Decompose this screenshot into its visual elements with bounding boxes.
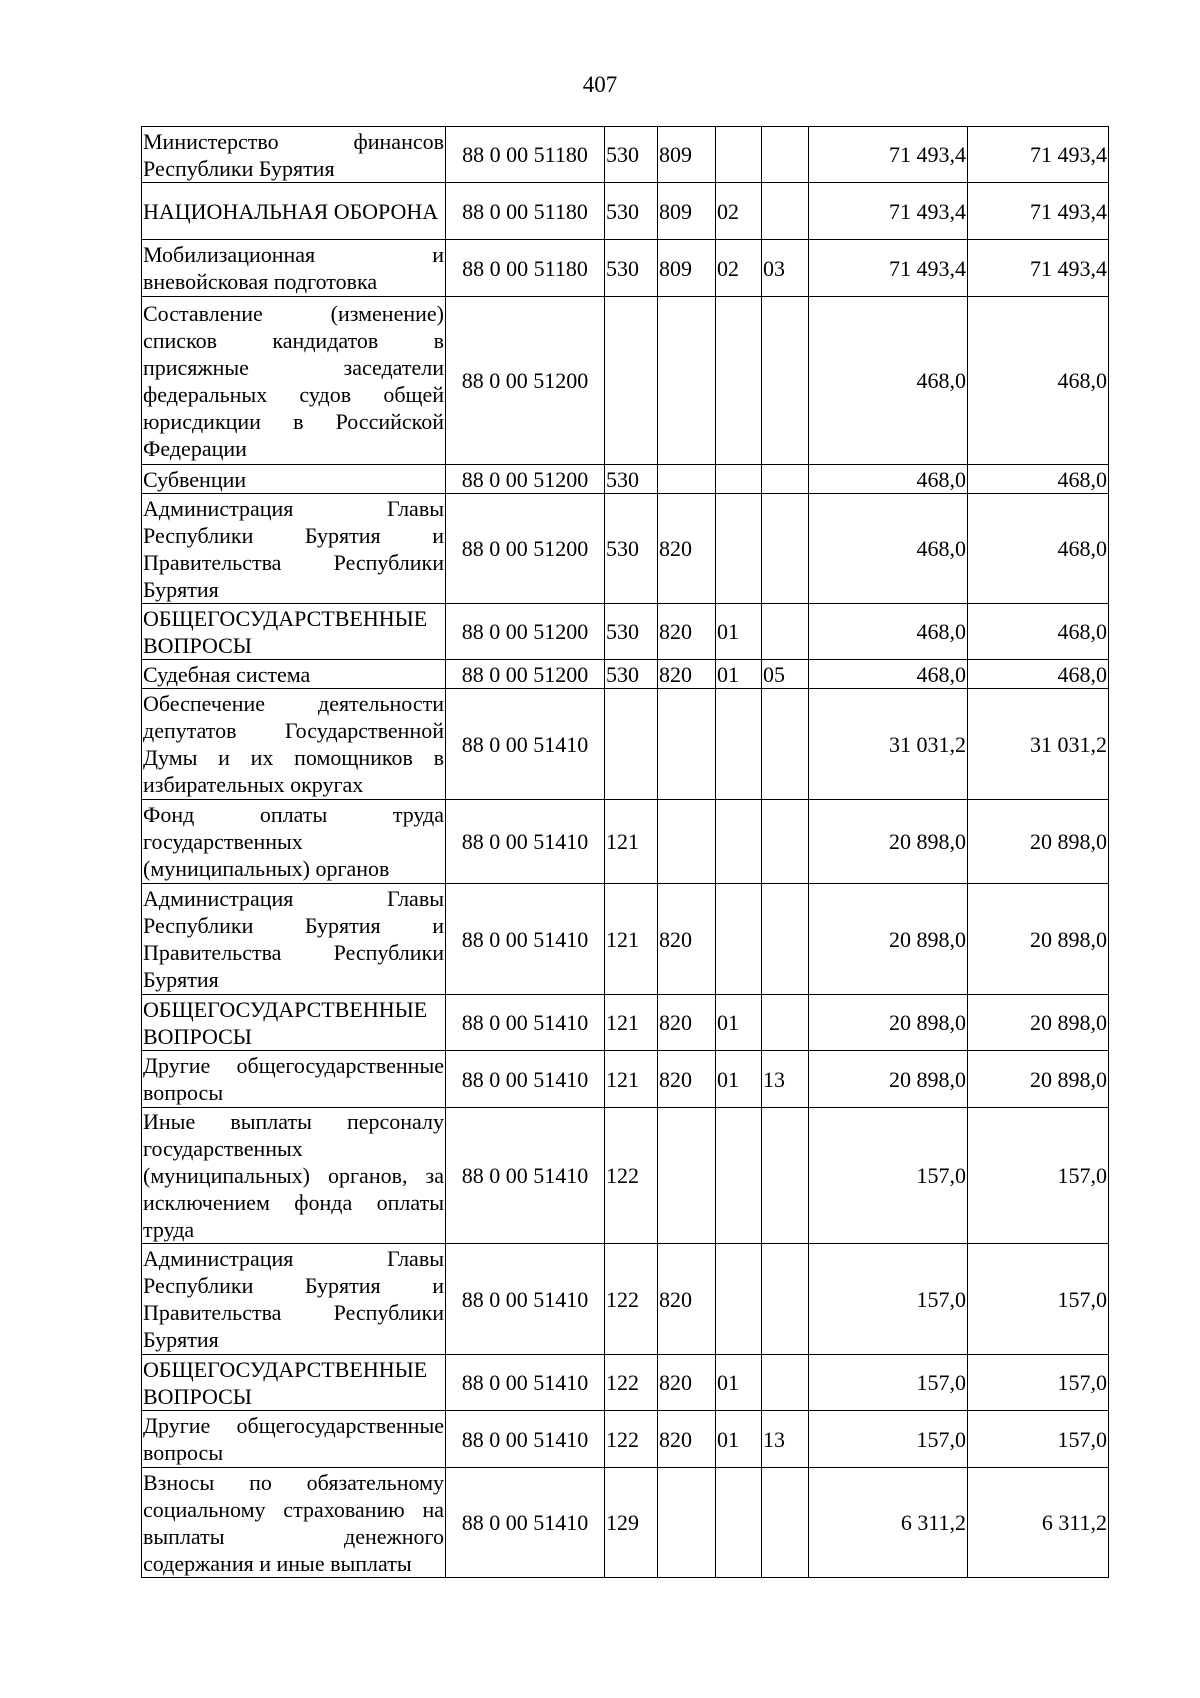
expense-type-cell	[605, 689, 658, 800]
expense-type-cell: 129	[605, 1468, 658, 1578]
amount-year1-cell: 468,0	[809, 494, 968, 604]
row-name-cell: Иные выплаты персоналу государственных (муниципальных) органов, за исключением фонда оплаты труда	[143, 1109, 444, 1242]
subsection-cell	[762, 494, 809, 604]
target-code-cell: 88 0 00 51200	[446, 604, 605, 660]
expense-type-cell: 530	[605, 465, 658, 494]
subsection-cell	[762, 127, 809, 183]
amount-year1-cell: 157,0	[809, 1355, 968, 1411]
target-code-cell: 88 0 00 51180	[446, 240, 605, 297]
table-row	[142, 660, 1109, 689]
section-cell: 02	[716, 183, 762, 240]
amount-year2-cell: 468,0	[968, 465, 1109, 494]
table-row	[142, 1108, 1109, 1244]
table-row	[142, 1468, 1109, 1578]
row-name-cell: Составление (изменение) списков кандидатов в присяжные заседатели федеральных судов общей юрисдикции в Российской Федерации	[142, 297, 446, 465]
ministry-code-cell: 820	[658, 1244, 716, 1355]
expense-type-cell: 122	[605, 1108, 658, 1244]
amount-year2-cell: 157,0	[968, 1355, 1109, 1411]
target-code-cell: 88 0 00 51410	[446, 1244, 605, 1355]
target-code-cell: 88 0 00 51180	[446, 127, 605, 183]
ministry-code-cell: 820	[658, 494, 716, 604]
expense-type-cell: 121	[605, 1051, 658, 1108]
amount-year2-cell: 31 031,2	[968, 689, 1109, 800]
ministry-code-cell: 809	[658, 183, 716, 240]
table-row	[142, 465, 1109, 494]
amount-year2-cell: 6 311,2	[968, 1468, 1109, 1578]
row-name-cell: НАЦИОНАЛЬНАЯ ОБОРОНА	[142, 183, 446, 240]
amount-year1-cell: 6 311,2	[809, 1468, 968, 1578]
table-row	[142, 240, 1109, 297]
section-cell	[716, 1468, 762, 1578]
section-cell: 02	[716, 240, 762, 297]
subsection-cell	[762, 1108, 809, 1244]
expense-type-cell: 121	[605, 995, 658, 1051]
table-row	[142, 995, 1109, 1051]
section-cell	[716, 494, 762, 604]
subsection-cell	[762, 689, 809, 800]
amount-year1-cell: 20 898,0	[809, 800, 968, 884]
amount-year2-cell: 468,0	[968, 604, 1109, 660]
section-cell: 01	[716, 604, 762, 660]
amount-year1-cell: 20 898,0	[809, 1051, 968, 1108]
table-row	[142, 1355, 1109, 1411]
amount-year1-cell: 71 493,4	[809, 127, 968, 183]
amount-year1-cell: 468,0	[809, 660, 968, 689]
target-code-cell: 88 0 00 51410	[446, 689, 605, 800]
row-name-cell: Администрация Главы Республики Бурятия и Правительства Республики Бурятия	[143, 495, 444, 602]
amount-year1-cell: 31 031,2	[809, 689, 968, 800]
ministry-code-cell	[658, 800, 716, 884]
table-row	[142, 127, 1109, 183]
row-name-cell: Фонд оплаты труда государственных (муниципальных) органов	[142, 800, 446, 884]
amount-year2-cell: 20 898,0	[968, 884, 1109, 995]
amount-year2-cell: 468,0	[968, 297, 1109, 465]
budget-table	[141, 126, 1109, 1578]
section-cell	[716, 1108, 762, 1244]
row-name-cell: Мобилизационная и вневойсковая подготовка	[142, 240, 446, 297]
target-code-cell: 88 0 00 51410	[446, 995, 605, 1051]
expense-type-cell: 530	[605, 240, 658, 297]
expense-type-cell: 122	[605, 1355, 658, 1411]
section-cell	[716, 1244, 762, 1355]
amount-year1-cell: 157,0	[809, 1244, 968, 1355]
subsection-cell: 13	[762, 1411, 809, 1468]
subsection-cell: 03	[762, 240, 809, 297]
amount-year1-cell: 20 898,0	[809, 884, 968, 995]
amount-year2-cell: 71 493,4	[968, 240, 1109, 297]
table-row	[142, 1051, 1109, 1108]
target-code-cell: 88 0 00 51410	[446, 1051, 605, 1108]
ministry-code-cell: 820	[658, 660, 716, 689]
expense-type-cell: 530	[605, 127, 658, 183]
table-row	[142, 884, 1109, 995]
section-cell: 01	[716, 660, 762, 689]
expense-type-cell: 122	[605, 1244, 658, 1355]
table-row	[142, 183, 1109, 240]
ministry-code-cell: 820	[658, 884, 716, 995]
amount-year2-cell: 157,0	[968, 1411, 1109, 1468]
table-row	[142, 297, 1109, 465]
ministry-code-cell: 820	[658, 995, 716, 1051]
subsection-cell	[762, 604, 809, 660]
target-code-cell: 88 0 00 51410	[446, 1355, 605, 1411]
ministry-code-cell	[658, 297, 716, 465]
amount-year1-cell: 157,0	[809, 1108, 968, 1244]
amount-year1-cell: 71 493,4	[809, 183, 968, 240]
section-cell	[716, 689, 762, 800]
ministry-code-cell	[658, 689, 716, 800]
amount-year1-cell: 71 493,4	[809, 240, 968, 297]
expense-type-cell: 530	[605, 660, 658, 689]
amount-year1-cell: 20 898,0	[809, 995, 968, 1051]
row-name-cell: Обеспечение деятельности депутатов Государственной Думы и их помощников в избирательных округах	[142, 689, 446, 800]
table-row	[142, 800, 1109, 884]
ministry-code-cell: 820	[658, 1355, 716, 1411]
ministry-code-cell	[658, 1468, 716, 1578]
expense-type-cell: 530	[605, 494, 658, 604]
row-name-cell: ОБЩЕГОСУДАРСТВЕННЫЕ ВОПРОСЫ	[142, 995, 446, 1051]
amount-year2-cell: 468,0	[968, 494, 1109, 604]
subsection-cell: 05	[762, 660, 809, 689]
section-cell: 01	[716, 1355, 762, 1411]
row-name-cell: Министерство финансов Республики Бурятия	[143, 128, 444, 181]
table-row	[142, 1411, 1109, 1468]
subsection-cell: 13	[762, 1051, 809, 1108]
amount-year2-cell: 20 898,0	[968, 995, 1109, 1051]
row-name-cell: ОБЩЕГОСУДАРСТВЕННЫЕ ВОПРОСЫ	[142, 604, 446, 660]
amount-year2-cell: 157,0	[968, 1244, 1109, 1355]
subsection-cell	[762, 183, 809, 240]
amount-year2-cell: 157,0	[968, 1108, 1109, 1244]
target-code-cell: 88 0 00 51200	[446, 494, 605, 604]
section-cell	[716, 127, 762, 183]
subsection-cell	[762, 1468, 809, 1578]
amount-year2-cell: 20 898,0	[968, 800, 1109, 884]
subsection-cell	[762, 465, 809, 494]
amount-year1-cell: 157,0	[809, 1411, 968, 1468]
amount-year2-cell: 468,0	[968, 660, 1109, 689]
amount-year1-cell: 468,0	[809, 604, 968, 660]
target-code-cell: 88 0 00 51410	[446, 1108, 605, 1244]
row-name-cell: Другие общегосударственные вопросы	[142, 1411, 446, 1468]
subsection-cell	[762, 800, 809, 884]
target-code-cell: 88 0 00 51410	[446, 1468, 605, 1578]
ministry-code-cell: 809	[658, 240, 716, 297]
row-name-cell: Субвенции	[142, 465, 446, 494]
target-code-cell: 88 0 00 51410	[446, 800, 605, 884]
ministry-code-cell: 820	[658, 1051, 716, 1108]
expense-type-cell	[605, 297, 658, 465]
table-body	[142, 127, 1109, 1578]
expense-type-cell: 530	[605, 183, 658, 240]
subsection-cell	[762, 297, 809, 465]
table-row	[142, 1244, 1109, 1355]
row-name-cell: Администрация Главы Республики Бурятия и Правительства Республики Бурятия	[142, 884, 446, 995]
subsection-cell	[762, 995, 809, 1051]
section-cell	[716, 884, 762, 995]
amount-year1-cell: 468,0	[809, 465, 968, 494]
row-name-cell: Другие общегосударственные вопросы	[142, 1051, 446, 1108]
target-code-cell: 88 0 00 51200	[446, 297, 605, 465]
section-cell: 01	[716, 1051, 762, 1108]
section-cell	[716, 465, 762, 494]
ministry-code-cell: 809	[658, 127, 716, 183]
section-cell	[716, 800, 762, 884]
ministry-code-cell: 820	[658, 1411, 716, 1468]
subsection-cell	[762, 884, 809, 995]
expense-type-cell: 121	[605, 884, 658, 995]
amount-year2-cell: 71 493,4	[968, 183, 1109, 240]
row-name-cell: Администрация Главы Республики Бурятия и Правительства Республики Бурятия	[142, 1244, 446, 1355]
expense-type-cell: 122	[605, 1411, 658, 1468]
subsection-cell	[762, 1244, 809, 1355]
target-code-cell: 88 0 00 51410	[446, 1411, 605, 1468]
section-cell: 01	[716, 995, 762, 1051]
target-code-cell: 88 0 00 51200	[446, 660, 605, 689]
section-cell: 01	[716, 1411, 762, 1468]
amount-year2-cell: 20 898,0	[968, 1051, 1109, 1108]
page-number: 407	[582, 72, 618, 97]
table-row	[142, 494, 1109, 604]
row-name-cell: Судебная система	[142, 660, 446, 689]
section-cell	[716, 297, 762, 465]
ministry-code-cell	[658, 1108, 716, 1244]
row-name-cell: Взносы по обязательному социальному страхованию на выплаты денежного содержания и иные выплаты	[143, 1469, 444, 1576]
amount-year1-cell: 468,0	[809, 297, 968, 465]
ministry-code-cell	[658, 465, 716, 494]
table-row	[142, 689, 1109, 800]
target-code-cell: 88 0 00 51180	[446, 183, 605, 240]
target-code-cell: 88 0 00 51410	[446, 884, 605, 995]
target-code-cell: 88 0 00 51200	[446, 465, 605, 494]
ministry-code-cell: 820	[658, 604, 716, 660]
amount-year2-cell: 71 493,4	[968, 127, 1109, 183]
expense-type-cell: 530	[605, 604, 658, 660]
expense-type-cell: 121	[605, 800, 658, 884]
subsection-cell	[762, 1355, 809, 1411]
row-name-cell: ОБЩЕГОСУДАРСТВЕННЫЕ ВОПРОСЫ	[142, 1355, 446, 1411]
table-row	[142, 604, 1109, 660]
